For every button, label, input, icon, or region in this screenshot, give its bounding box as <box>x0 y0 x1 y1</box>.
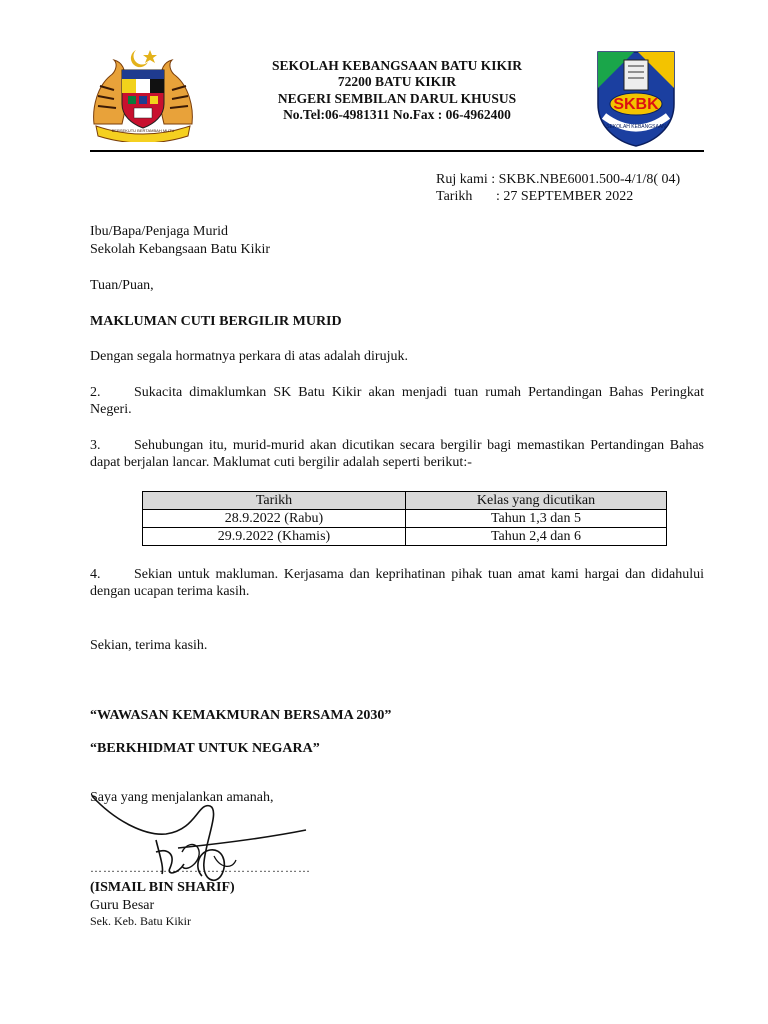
table-header-date: Tarikh <box>143 492 406 510</box>
coat-of-arms-emblem <box>88 46 198 142</box>
paragraph-2-text: Sukacita dimaklumkan SK Batu Kikir akan menjadi tuan rumah Pertandingan Bahas Peringkat Negeri. <box>90 385 704 417</box>
signature-scribble <box>86 782 316 894</box>
school-contact: No.Tel:06-4981311 No.Fax : 06-4962400 <box>283 107 511 122</box>
logo-ribbon-text: SEKOLAH KEBANGSAAN <box>606 124 666 130</box>
table-row <box>143 510 667 528</box>
signatory-school: Sek. Keb. Batu Kikir <box>90 914 191 928</box>
leave-schedule-table <box>142 491 667 546</box>
salutation: Tuan/Puan, <box>90 278 154 293</box>
school-logo <box>594 48 678 148</box>
table-cell-date: 29.9.2022 (Khamis) <box>143 528 406 546</box>
paragraph-1: Dengan segala hormatnya perkara di atas adalah dirujuk. <box>90 349 408 364</box>
paragraph-3-number: 3. <box>90 438 101 453</box>
table-row <box>143 528 667 546</box>
table-header-classes: Kelas yang dicutikan <box>406 492 667 510</box>
reference-number: Ruj kami : SKBK.NBE6001.500-4/1/8( 04) <box>436 172 681 187</box>
school-state: NEGERI SEMBILAN DARUL KHUSUS <box>277 91 517 106</box>
paragraph-3-text: Sehubungan itu, murid-murid akan dicutikan secara bergilir bagi memastikan Pertandingan Bahas dapat berjalan lancar. Maklumat cuti bergilir adalah seperti berikut:- <box>90 438 704 470</box>
date-label: Tarikh <box>436 189 473 204</box>
table-cell-classes: Tahun 2,4 dan 6 <box>406 528 667 546</box>
table-cell-classes: Tahun 1,3 dan 5 <box>406 510 667 528</box>
signatory-name: (ISMAIL BIN SHARIF) <box>90 880 235 895</box>
paragraph-4 <box>90 566 704 600</box>
recipient-line-2: Sekolah Kebangsaan Batu Kikir <box>90 242 271 257</box>
letterhead-divider <box>90 150 704 152</box>
paragraph-2 <box>90 384 704 418</box>
motto-wawasan: “WAWASAN KEMAKMURAN BERSAMA 2030” <box>90 708 392 723</box>
recipient-line-1: Ibu/Bapa/Penjaga Murid <box>90 224 229 239</box>
motto-berkhidmat: “BERKHIDMAT UNTUK NEGARA” <box>90 741 320 756</box>
logo-acronym: SKBK <box>613 96 659 113</box>
paragraph-2-number: 2. <box>90 385 101 400</box>
table-header-row <box>143 492 667 510</box>
letter-subject: MAKLUMAN CUTI BERGILIR MURID <box>90 314 342 329</box>
paragraph-4-text: Sekian untuk makluman. Kerjasama dan keprihatinan pihak tuan amat kami hargai dan didahului dengan ucapan terima kasih. <box>90 567 704 599</box>
school-name: SEKOLAH KEBANGSAAN BATU KIKIR <box>272 58 522 73</box>
school-address: 72200 BATU KIKIR <box>337 74 457 89</box>
closing-line: Sekian, terima kasih. <box>90 638 208 653</box>
signatory-title: Guru Besar <box>90 898 155 913</box>
signature-dotted-line: …………………………………………… <box>90 861 311 875</box>
paragraph-3 <box>90 437 704 471</box>
paragraph-4-number: 4. <box>90 567 101 582</box>
table-cell-date: 28.9.2022 (Rabu) <box>143 510 406 528</box>
date-value: : 27 SEPTEMBER 2022 <box>496 189 634 204</box>
sign-off: Saya yang menjalankan amanah, <box>90 790 274 805</box>
emblem-motto: BERSEKUTU BERTAMBAH MUTU <box>111 128 175 133</box>
